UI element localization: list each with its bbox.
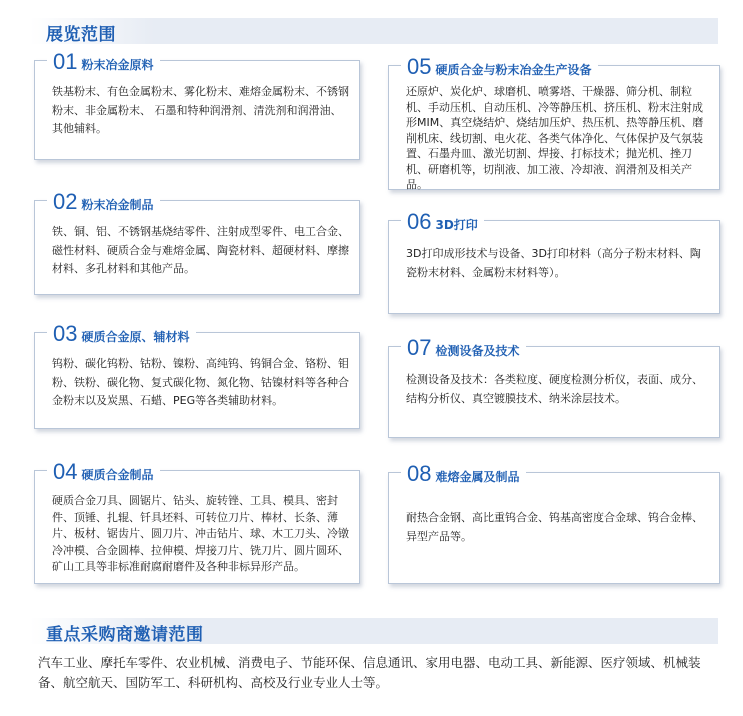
- category-description: 3D打印成形技术与设备、3D打印材料（高分子粉末材料、陶瓷粉末材料、金属粉末材料等）。: [406, 247, 701, 279]
- category-description: 铁基粉末、有色金属粉末、雾化粉末、难熔金属粉末、不锈钢粉末、非金属粉末、 石墨和特种润滑剂、清洗剂和润滑油、其他辅料。: [52, 85, 349, 135]
- category-header: [47, 51, 160, 73]
- category-card-03: [34, 321, 360, 429]
- buyers-scope-description: 汽车工业、摩托车零件、农业机械、消费电子、节能环保、信息通讯、家用电器、电动工具、新能源、医疗领域、机械装备、航空航天、国防军工、科研机构、高校及行业专业人士等。: [38, 655, 701, 690]
- category-description: 检测设备及技术：各类粒度、硬度检测分析仪，表面、成分、结构分析仪、真空镀膜技术、纳米涂层技术。: [406, 373, 703, 405]
- category-number: 01: [53, 49, 78, 74]
- category-description: 还原炉、炭化炉、球磨机、喷雾塔、干燥器、筛分机、制粒机、手动压机、自动压机、冷等静压机、挤压机、粉末注射成形MIM、真空烧结炉、烧结加压炉、热压机、热等静压机、磨削机床、线切割、电火花、各类气体净化、气体保护及气氛装置、石墨舟皿、激光切割、焊接、打标技术；抛光机、挫刀机、研磨机等，切削液、加工液、冷却液、润滑剂及相关产品。: [406, 85, 704, 191]
- buyers-scope-header: [30, 618, 718, 644]
- category-card-04: [34, 459, 360, 584]
- category-header: [401, 337, 526, 359]
- category-header: [47, 323, 196, 345]
- category-number: 04: [53, 459, 78, 484]
- category-number: 08: [407, 461, 432, 486]
- category-title: 3D打印: [435, 218, 478, 232]
- category-number: 07: [407, 335, 432, 360]
- category-card-05: [388, 54, 720, 191]
- category-card-08: [388, 461, 720, 584]
- exhibit-scope-header: [30, 18, 718, 44]
- category-number: 02: [53, 189, 78, 214]
- category-number: 05: [407, 54, 432, 79]
- category-title: 难熔金属及制品: [435, 470, 520, 484]
- category-header: [47, 461, 160, 483]
- category-description: 耐热合金钢、高比重钨合金、钨基高密度合金球、钨合金棒、异型产品等。: [406, 511, 703, 543]
- category-title: 硬质合金原、辅材料: [81, 330, 190, 344]
- category-title: 硬质合金制品: [81, 468, 154, 482]
- category-header: [401, 463, 526, 485]
- category-description: 钨粉、碳化钨粉、钴粉、镍粉、高纯钨、钨铜合金、铬粉、钼粉、铁粉、碳化物、复式碳化物、氮化物、钴镍材料等各种合金粉末以及炭黑、石蜡、PEG等各类辅助材料。: [52, 357, 349, 407]
- category-header: [401, 211, 484, 233]
- category-card-06: [388, 209, 720, 314]
- category-description: 铁、铜、铝、不锈钢基烧结零件、注射成型零件、电工合金、磁性材料、硬质合金与难熔金属、陶瓷材料、超硬材料、摩擦材料、多孔材料和其他产品。: [52, 225, 349, 275]
- category-card-02: [34, 189, 360, 295]
- category-number: 06: [407, 209, 432, 234]
- category-card-07: [388, 335, 720, 438]
- category-title: 粉末冶金原料: [81, 58, 154, 72]
- category-title: 检测设备及技术: [435, 344, 520, 358]
- category-description: 硬质合金刀具、圆锯片、钻头、旋转锉、工具、模具、密封件、顶锤、扎辊、钎具坯料、可转位刀片、棒材、长条、薄片、板材、锯齿片、圆刀片、冲击钻片、球、木工刀头、冷镦冷冲模、合金圆棒、拉伸模、焊接刀片、铣刀片、圆片圆环、矿山工具等非标准耐腐耐磨件及各种非标异形产品。: [52, 494, 349, 573]
- exhibit-scope-title: 展览范围: [46, 25, 116, 45]
- category-title: 硬质合金与粉末冶金生产设备: [435, 63, 592, 77]
- category-card-01: [34, 49, 360, 160]
- category-header: [47, 191, 160, 213]
- buyers-scope-title: 重点采购商邀请范围: [46, 625, 204, 645]
- category-title: 粉末冶金制品: [81, 198, 154, 212]
- category-number: 03: [53, 321, 78, 346]
- category-header: [401, 56, 598, 78]
